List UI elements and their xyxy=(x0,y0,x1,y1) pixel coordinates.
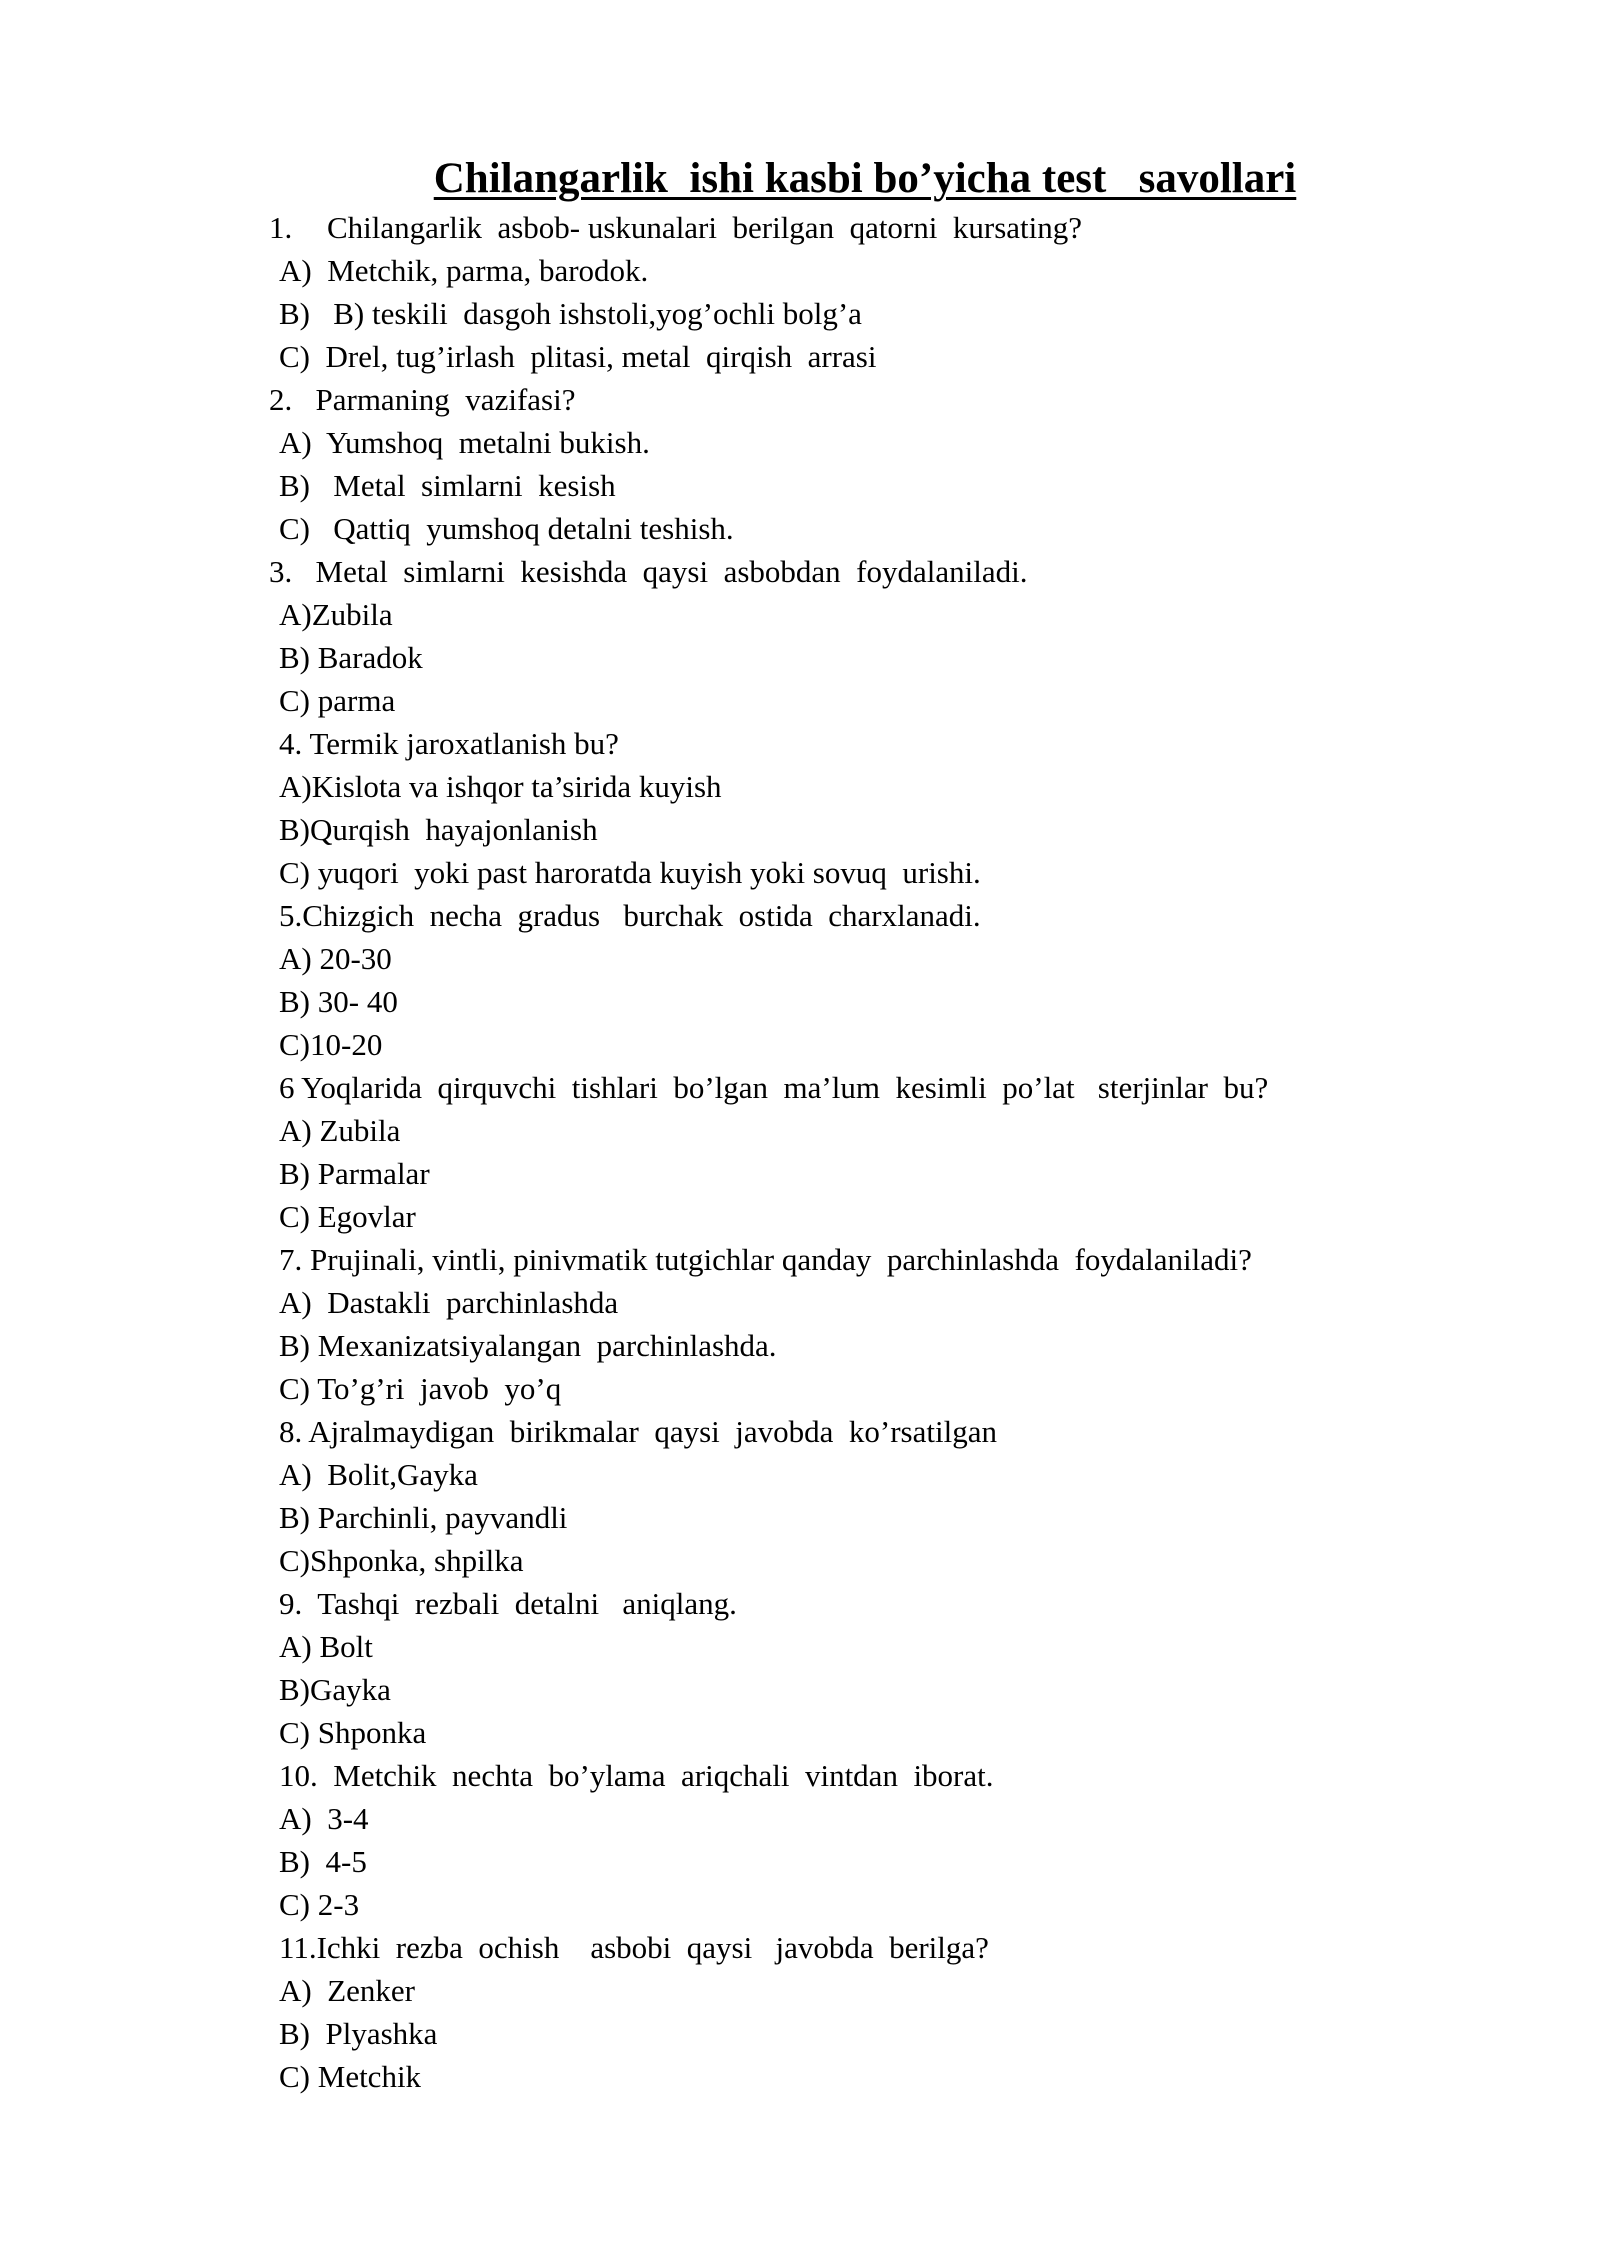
question-11: 11.Ichki rezba ochish asbobi qaysi javobda berilga? xyxy=(279,1930,989,1965)
answer-option-b: B) B) teskili dasgoh ishstoli,yog’ochli bolg’a xyxy=(279,296,862,331)
answer-option-b: B)Gayka xyxy=(279,1672,391,1707)
answer-option-c: C) parma xyxy=(279,683,396,718)
answer-option-a: A)Kislota va ishqor ta’sirida kuyish xyxy=(279,769,722,804)
answer-option-b: B) 4-5 xyxy=(279,1844,367,1879)
answer-option-b: B) Baradok xyxy=(279,640,423,675)
answer-option-c: C) Qattiq yumshoq detalni teshish. xyxy=(279,511,734,546)
answer-option-b: B) 30- 40 xyxy=(279,984,398,1019)
answer-option-c: C) yuqori yoki past haroratda kuyish yoki sovuq urishi. xyxy=(279,855,981,890)
question-1 xyxy=(0,206,1600,249)
answer-option-a: A) Metchik, parma, barodok. xyxy=(279,253,649,288)
answer-option-c: C) Shponka xyxy=(279,1715,427,1750)
answer-option-b: B)Qurqish hayajonlanish xyxy=(279,812,598,847)
answer-option-c: C) Drel, tug’irlash plitasi, metal qirqish arrasi xyxy=(279,339,877,374)
answer-option-c: C)10-20 xyxy=(279,1027,383,1062)
answer-option-a: A) Yumshoq metalni bukish. xyxy=(279,425,650,460)
answer-option-a: A) Zenker xyxy=(279,1973,415,2008)
question-10: 10. Metchik nechta bo’ylama ariqchali vintdan iborat. xyxy=(279,1758,994,1793)
question-text: Chilangarlik asbob- uskunalari berilgan qatorni kursating? xyxy=(327,210,1083,245)
answer-option-b: B) Plyashka xyxy=(279,2016,438,2051)
question-list xyxy=(0,206,1600,2098)
answer-option-b: B) Parmalar xyxy=(279,1156,430,1191)
answer-option-a: A)Zubila xyxy=(279,597,393,632)
answer-option-a: A) 3-4 xyxy=(279,1801,369,1836)
answer-option-c: C) To’g’ri javob yo’q xyxy=(279,1371,562,1406)
question-5: 5.Chizgich necha gradus burchak ostida charxlanadi. xyxy=(279,898,981,933)
question-number: 1. xyxy=(269,210,293,245)
question-4: 4. Termik jaroxatlanish bu? xyxy=(279,726,619,761)
answer-option-b: B) Mexanizatsiyalangan parchinlashda. xyxy=(279,1328,777,1363)
answer-option-b: B) Parchinli, payvandli xyxy=(279,1500,568,1535)
answer-option-a: A) Bolit,Gayka xyxy=(279,1457,478,1492)
question-8: 8. Ajralmaydigan birikmalar qaysi javobda ko’rsatilgan xyxy=(279,1414,997,1449)
answer-option-a: A) Zubila xyxy=(279,1113,401,1148)
answer-option-c: C)Shponka, shpilka xyxy=(279,1543,524,1578)
answer-option-a: A) Bolt xyxy=(279,1629,373,1664)
answer-option-c: C) Metchik xyxy=(279,2059,422,2094)
question-7: 7. Prujinali, vintli, pinivmatik tutgichlar qanday parchinlashda foydalaniladi? xyxy=(279,1242,1252,1277)
question-9: 9. Tashqi rezbali detalni aniqlang. xyxy=(279,1586,737,1621)
answer-option-a: A) Dastakli parchinlashda xyxy=(279,1285,619,1320)
question-3: 3. Metal simlarni kesishda qaysi asbobdan foydalaniladi. xyxy=(269,554,1028,589)
question-6: 6 Yoqlarida qirquvchi tishlari bo’lgan ma’lum kesimli po’lat sterjinlar bu? xyxy=(279,1070,1269,1105)
answer-option-a: A) 20-30 xyxy=(279,941,392,976)
question-2: 2. Parmaning vazifasi? xyxy=(269,382,576,417)
answer-option-b: B) Metal simlarni kesish xyxy=(279,468,616,503)
answer-option-c: C) 2-3 xyxy=(279,1887,360,1922)
document-title: Chilangarlik ishi kasbi bo’yicha test savollari xyxy=(433,155,1297,202)
answer-option-c: C) Egovlar xyxy=(279,1199,416,1234)
